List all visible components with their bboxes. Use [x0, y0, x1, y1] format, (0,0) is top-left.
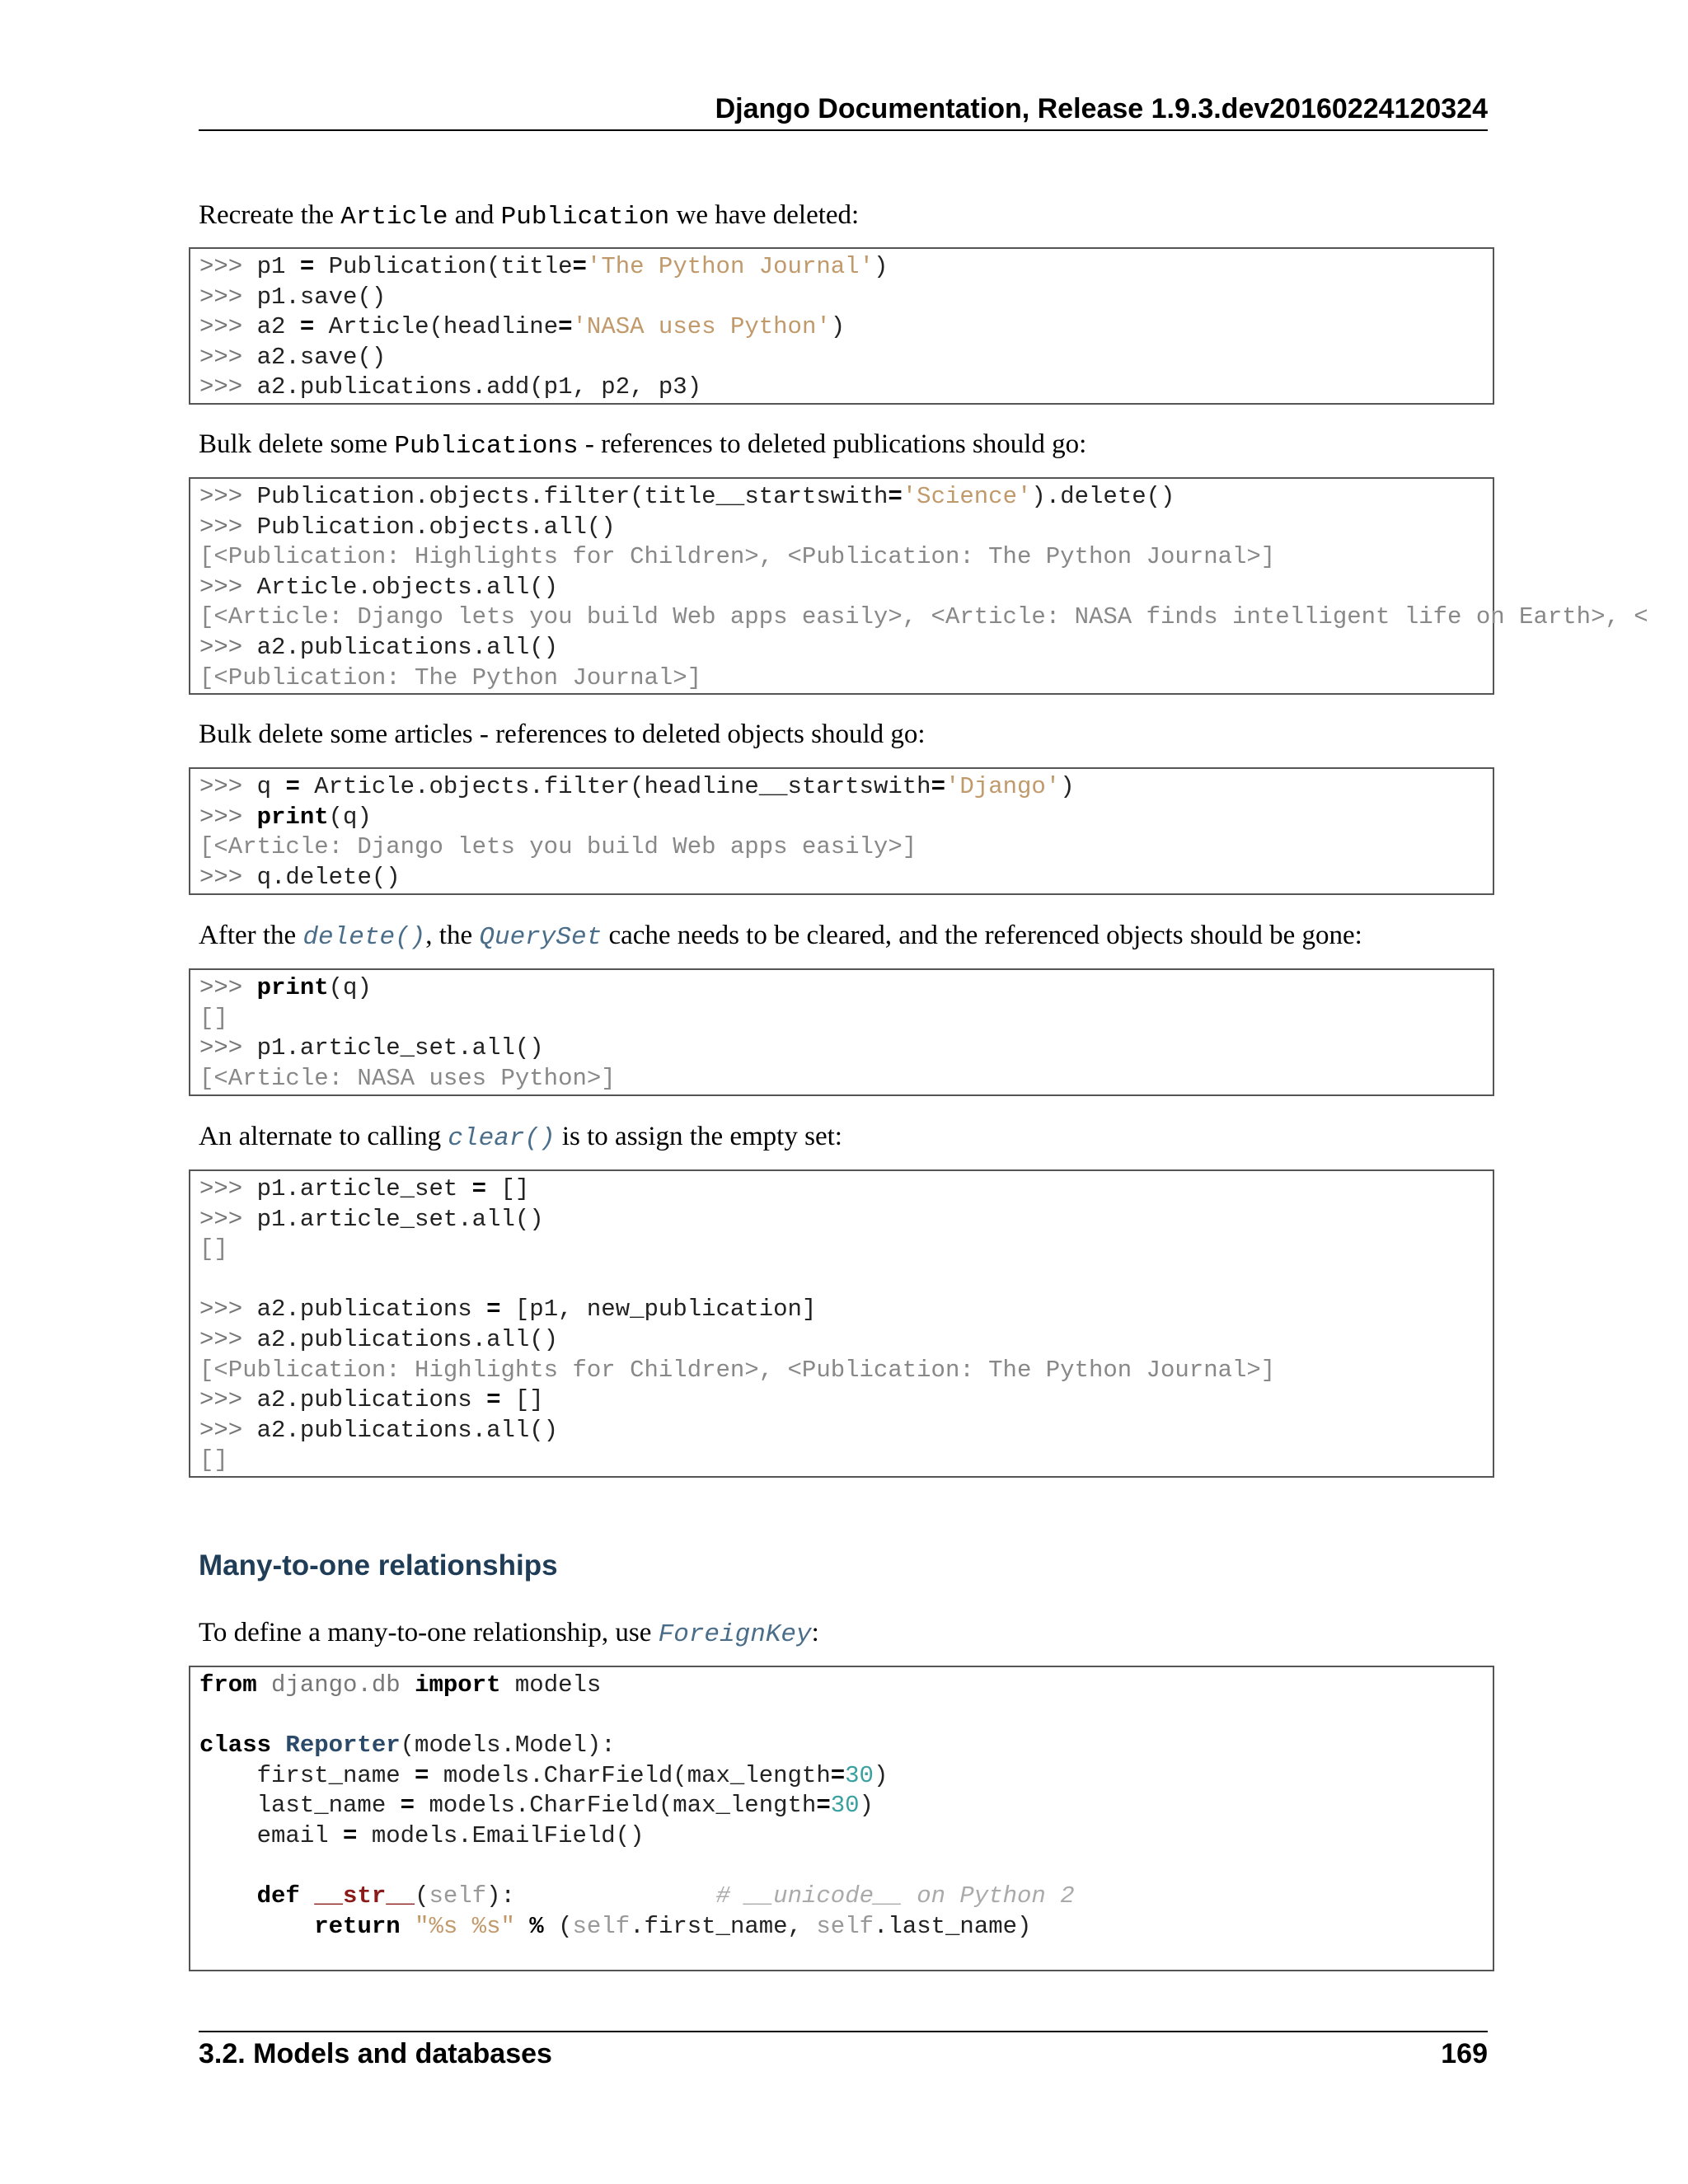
text: we have deleted: — [669, 200, 860, 230]
code-token: Publication(title — [314, 253, 573, 280]
code-token: = — [471, 1175, 487, 1202]
code-output: [] — [199, 1004, 228, 1032]
code-token: (q) — [328, 974, 372, 1001]
code-token: self — [429, 1882, 487, 1910]
prompt: >>> — [199, 1175, 243, 1202]
code-token: = — [400, 1792, 415, 1820]
code-token: % — [529, 1912, 544, 1940]
code-token: models.CharField(max_length — [415, 1792, 817, 1820]
code-token: a2.publications.all() — [242, 633, 559, 661]
code-block-recreate — [189, 247, 1494, 405]
code-token — [515, 1882, 716, 1910]
code-output: [<Publication: The Python Journal>] — [199, 663, 702, 691]
prompt: >>> — [199, 513, 243, 541]
prompt: >>> — [199, 1416, 243, 1444]
page-footer — [199, 2034, 1488, 2074]
code-token: = — [572, 253, 587, 280]
code-token: a2.publications.all() — [242, 1416, 559, 1444]
paragraph-bulk-delete-articles — [199, 716, 1488, 752]
code-output: [] — [199, 1446, 228, 1474]
code-token: models.CharField(max_length — [429, 1761, 831, 1789]
paragraph-alternate-clear — [199, 1118, 1488, 1157]
code-token: = — [299, 313, 315, 341]
code-token: = — [285, 773, 300, 800]
code-token: .last_name) — [874, 1912, 1032, 1940]
code-token: 30 — [845, 1761, 874, 1789]
prompt: >>> — [199, 974, 243, 1001]
code-token: models — [500, 1671, 602, 1699]
code-token: a2.publications — [242, 1386, 487, 1414]
header-rule — [199, 129, 1488, 131]
code-token: return — [314, 1912, 401, 1940]
footer-section-title: 3.2. Models and databases — [199, 2038, 552, 2069]
prompt: >>> — [199, 283, 243, 311]
code-token: (models.Model): — [400, 1732, 616, 1760]
code-token: from — [199, 1671, 257, 1699]
prompt: >>> — [199, 1386, 243, 1414]
code-token: [] — [500, 1386, 544, 1414]
code-token: 'Django' — [945, 773, 1061, 800]
code-token: [] — [486, 1175, 530, 1202]
code-token: ) — [830, 313, 846, 341]
code-block-reporter-model — [189, 1666, 1494, 1971]
prompt: >>> — [199, 1325, 243, 1353]
text: Bulk delete some — [199, 429, 395, 459]
text: After the — [199, 921, 303, 950]
text: , the — [425, 921, 480, 950]
code-token: Reporter — [285, 1732, 401, 1760]
link-delete[interactable]: delete() — [302, 923, 426, 952]
code-token: def — [256, 1882, 300, 1910]
code-token: q — [242, 773, 286, 800]
code-token: Article(headline — [314, 313, 559, 341]
running-header: Django Documentation, Release 1.9.3.dev20160224120324 — [715, 93, 1488, 124]
inline-code-article: Article — [340, 203, 448, 232]
code-token: = — [486, 1296, 501, 1324]
code-token: p1.article_set.all() — [242, 1205, 544, 1233]
paragraph-after-delete — [199, 917, 1488, 956]
code-token: self — [572, 1912, 631, 1940]
code-token: ): — [486, 1882, 515, 1910]
code-token: django.db — [256, 1671, 415, 1699]
prompt: >>> — [199, 633, 243, 661]
code-token: import — [415, 1671, 501, 1699]
code-token: = — [343, 1821, 358, 1849]
code-token: = — [415, 1761, 429, 1789]
code-token — [515, 1913, 529, 1940]
footer-page-number: 169 — [1441, 2038, 1488, 2069]
code-token: print — [256, 974, 329, 1001]
code-token: ( — [543, 1912, 573, 1940]
paragraph-recreate — [199, 197, 1488, 236]
code-token: "%s %s" — [415, 1912, 515, 1940]
code-block-after-delete — [189, 968, 1494, 1096]
code-token: p1.save() — [242, 283, 387, 311]
text: cache needs to be cleared, and the referenced objects should be gone: — [602, 921, 1362, 950]
code-token: Publication.objects.filter(title__startswith — [242, 483, 889, 510]
code-comment: # __unicode__ on Python 2 — [715, 1882, 1075, 1910]
code-token: p1.article_set.all() — [242, 1034, 544, 1062]
code-token: self — [816, 1912, 874, 1940]
code-token: = — [558, 313, 573, 341]
code-token: Publication.objects.all() — [242, 513, 616, 541]
code-token: Article.objects.filter(headline__startswith — [299, 773, 931, 800]
code-token: = — [888, 483, 903, 510]
code-output: [<Publication: Highlights for Children>, <Publication: The Python Journal>] — [199, 543, 1276, 571]
code-token: ) — [1060, 773, 1075, 800]
prompt: >>> — [199, 483, 243, 510]
text: and — [448, 200, 501, 230]
text: : — [811, 1618, 819, 1647]
code-token: ) — [873, 253, 889, 280]
link-foreignkey[interactable]: ForeignKey — [658, 1620, 812, 1649]
prompt: >>> — [199, 573, 243, 601]
text: - references to deleted publications should go: — [578, 429, 1087, 459]
text: An alternate to calling — [199, 1122, 448, 1151]
code-token: 'NASA uses Python' — [572, 313, 831, 341]
prompt: >>> — [199, 253, 243, 280]
prompt: >>> — [199, 1034, 243, 1062]
paragraph-define-many-to-one — [199, 1615, 1488, 1653]
prompt: >>> — [199, 803, 243, 831]
text: is to assign the empty set: — [555, 1122, 842, 1151]
link-clear[interactable]: clear() — [448, 1124, 556, 1153]
code-block-bulk-delete-articles — [189, 767, 1494, 895]
code-token: ) — [859, 1792, 874, 1820]
code-token: a2.publications.add(p1, p2, p3) — [242, 373, 702, 401]
prompt: >>> — [199, 863, 243, 891]
code-token: p1.article_set — [242, 1175, 472, 1202]
inline-code-publication: Publication — [500, 203, 670, 232]
text: Bulk delete some articles - references to deleted objects should go: — [199, 719, 926, 749]
code-token: = — [931, 773, 945, 800]
code-token: class — [199, 1732, 272, 1760]
inline-code-publications: Publications — [394, 432, 579, 461]
code-token: 'Science' — [902, 483, 1032, 510]
prompt: >>> — [199, 1205, 243, 1233]
code-token: = — [486, 1386, 501, 1414]
code-token: print — [256, 803, 329, 831]
code-output: [<Article: NASA uses Python>] — [199, 1064, 616, 1092]
code-token: Article.objects.all() — [242, 573, 559, 601]
code-token: q.delete() — [242, 863, 401, 891]
code-token: 'The Python Journal' — [586, 253, 874, 280]
prompt: >>> — [199, 373, 243, 401]
prompt: >>> — [199, 773, 243, 800]
code-token: = — [816, 1792, 831, 1820]
code-token: models.EmailField() — [357, 1821, 645, 1849]
code-token: [p1, new_publication] — [500, 1296, 817, 1324]
code-token: = — [299, 253, 315, 280]
code-token: (q) — [328, 803, 372, 831]
text: To define a many-to-one relationship, use — [199, 1618, 659, 1647]
footer-rule — [199, 2031, 1488, 2032]
code-block-bulk-delete-publications — [189, 477, 1648, 695]
code-output: [<Article: Django lets you build Web apps easily>] — [199, 833, 917, 861]
prompt: >>> — [199, 343, 243, 371]
text: Recreate the — [199, 200, 341, 230]
code-token: a2.publications — [242, 1296, 487, 1324]
code-output: [<Article: Django lets you build Web apps easily>, <Article: NASA finds intelligent life on Earth>, < — [199, 603, 1648, 631]
code-token: ).delete() — [1031, 483, 1175, 510]
code-token: email — [199, 1821, 344, 1849]
code-token: p1 — [242, 253, 300, 280]
code-output: [] — [199, 1235, 228, 1263]
code-token: __str__ — [314, 1882, 415, 1910]
code-token: a2 — [242, 313, 300, 341]
prompt: >>> — [199, 1296, 243, 1324]
code-token: ) — [873, 1761, 889, 1789]
code-block-assign-empty-set — [189, 1169, 1494, 1478]
code-token: a2.publications.all() — [242, 1325, 559, 1353]
code-token: ( — [415, 1882, 429, 1910]
code-token: first_name — [199, 1761, 415, 1789]
code-token: = — [830, 1761, 846, 1789]
section-heading: Many-to-one relationships — [199, 1549, 558, 1582]
code-token: a2.save() — [242, 343, 387, 371]
link-queryset[interactable]: QuerySet — [479, 923, 603, 952]
code-output: [<Publication: Highlights for Children>, <Publication: The Python Journal>] — [199, 1356, 1276, 1384]
paragraph-bulk-delete-publications — [199, 426, 1488, 465]
code-token: last_name — [199, 1792, 401, 1820]
prompt: >>> — [199, 313, 243, 341]
code-token: 30 — [830, 1792, 860, 1820]
code-token: .first_name, — [630, 1912, 817, 1940]
